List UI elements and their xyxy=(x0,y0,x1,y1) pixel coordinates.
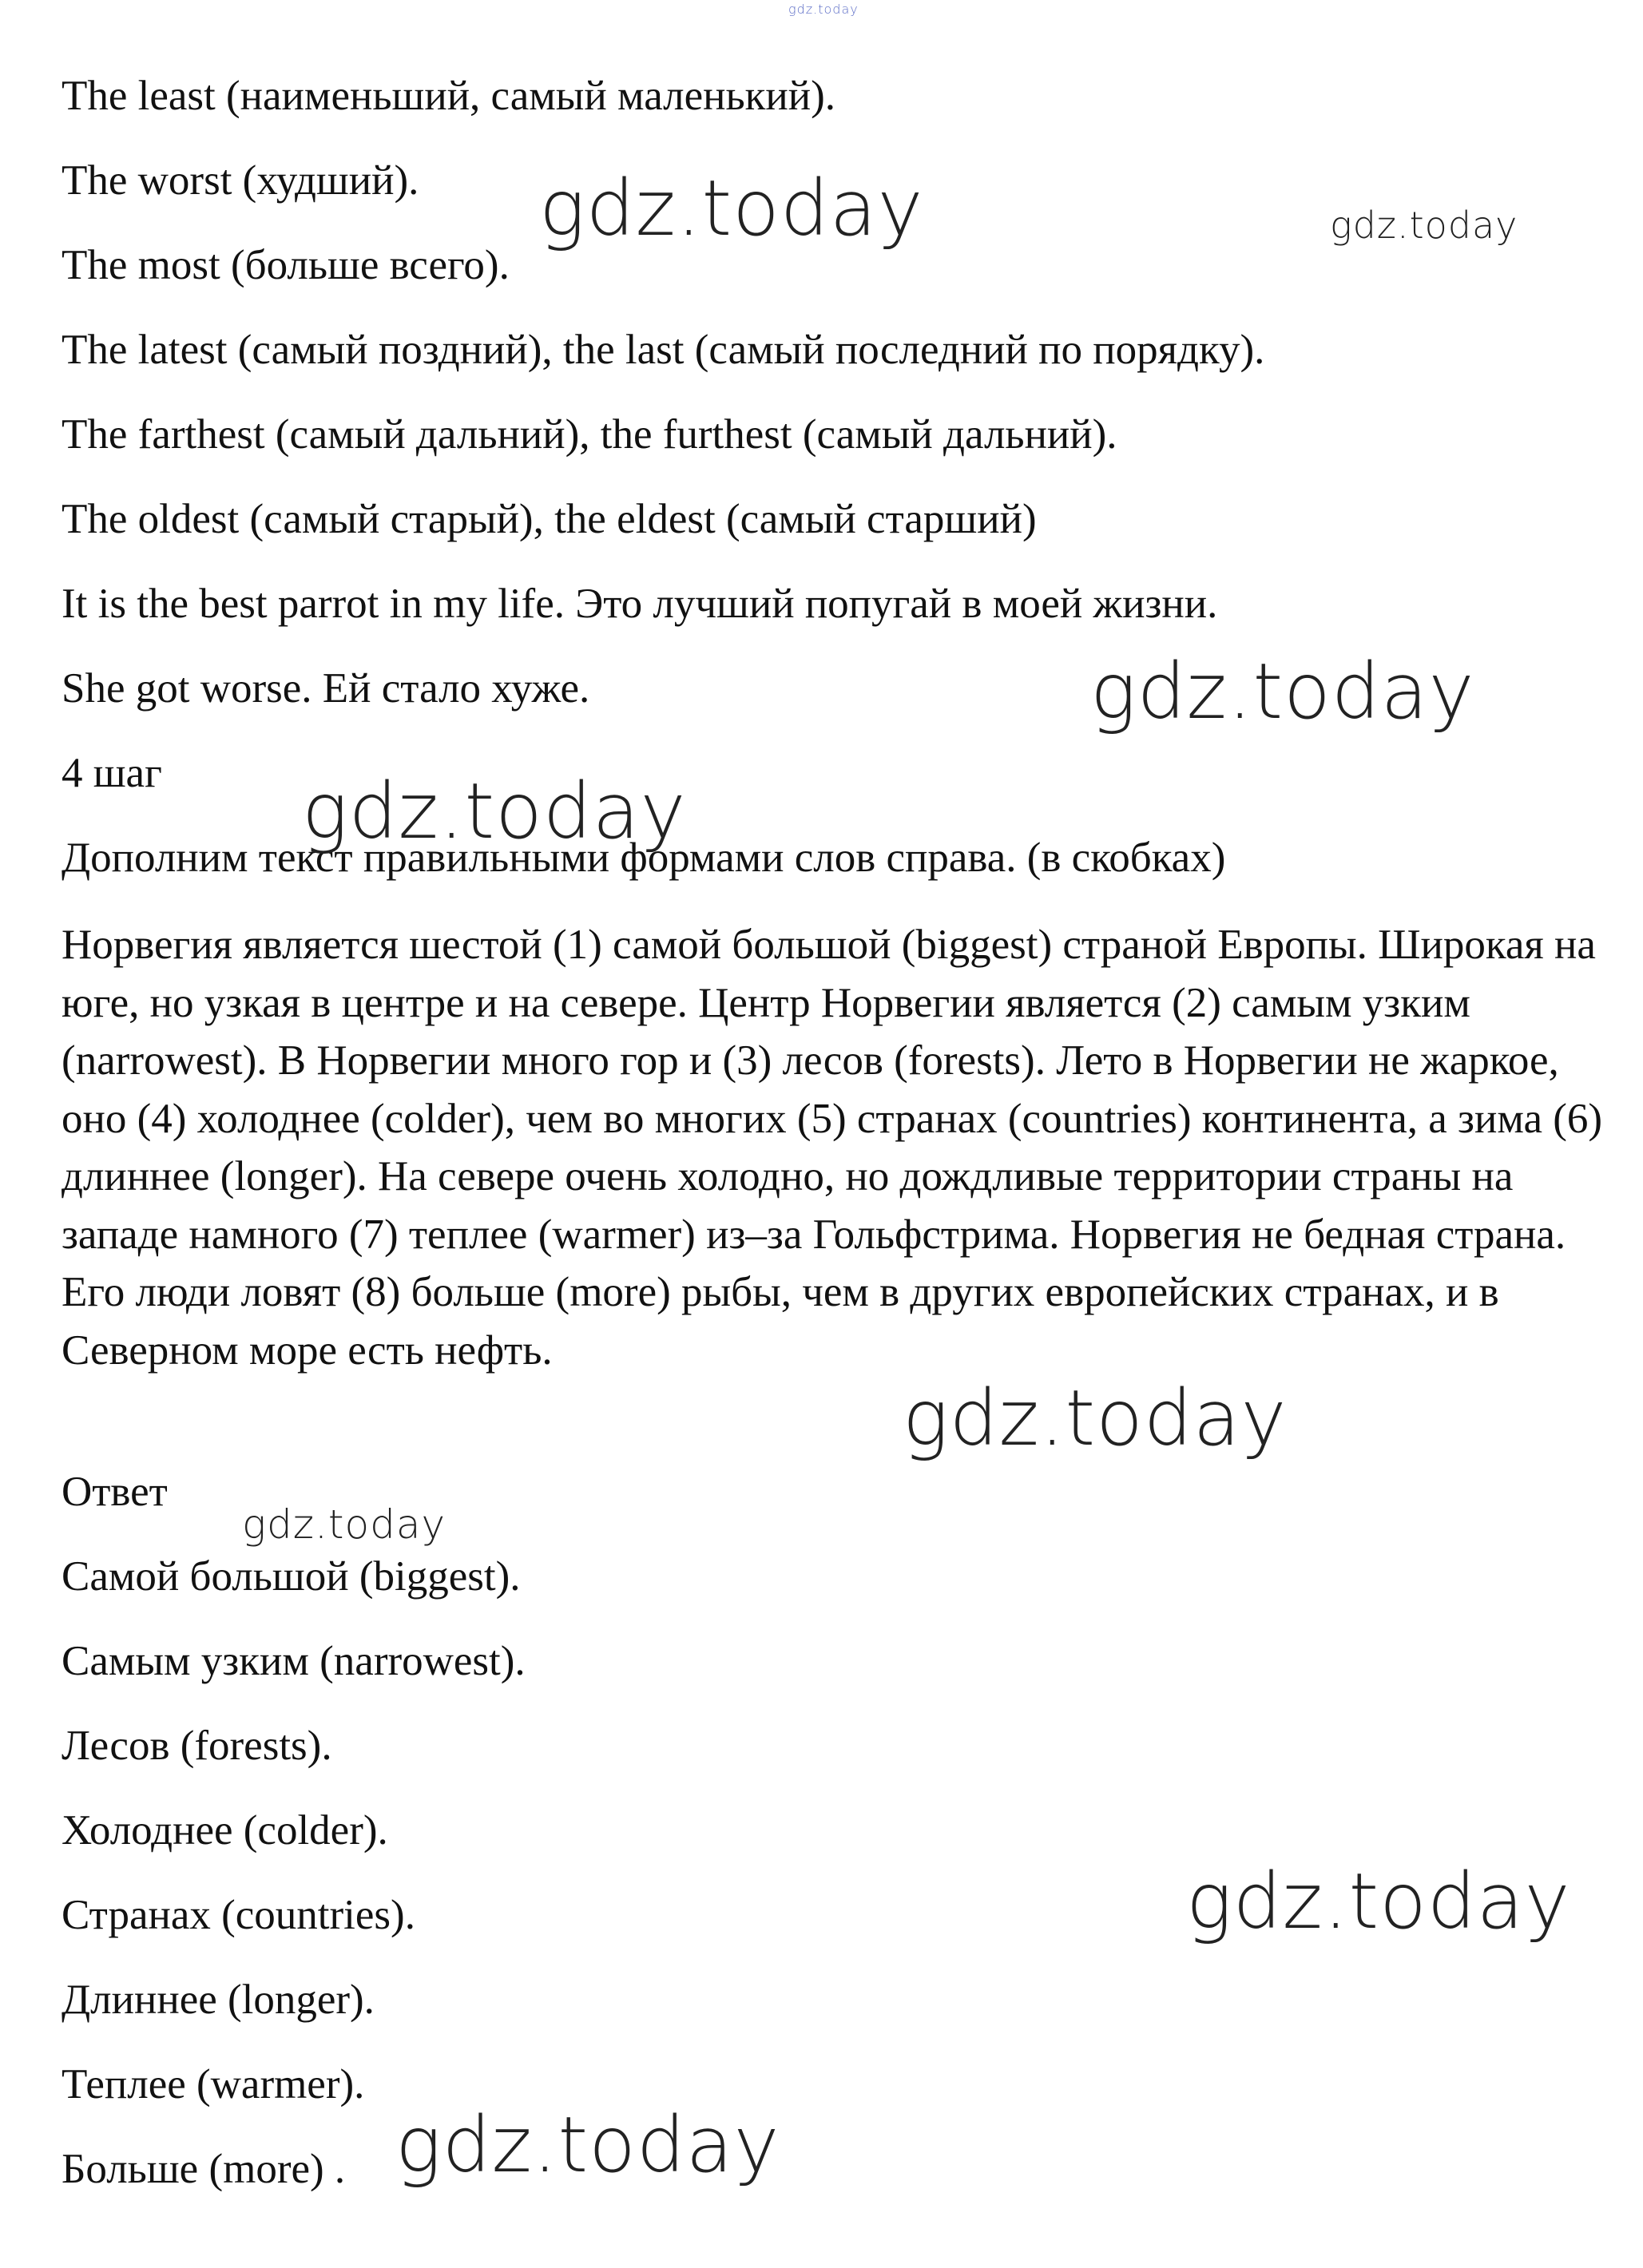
answer-item: Длиннее (longer). xyxy=(62,1977,375,2023)
watermark: gdz.today xyxy=(903,1374,1288,1463)
comparative-line: The farthest (самый дальний), the furthest (самый дальний). xyxy=(62,411,1117,458)
step-title: 4 шаг xyxy=(62,750,162,796)
answer-item: Самой большой (biggest). xyxy=(62,1553,521,1600)
watermark-top: gdz.today xyxy=(788,2,859,17)
comparative-line: The most (больше всего). xyxy=(62,242,510,288)
example-line: She got worse. Ей стало хуже. xyxy=(62,665,590,712)
answer-item: Странах (countries). xyxy=(62,1892,415,1938)
watermark: gdz.today xyxy=(242,1501,446,1548)
answer-item: Самым узким (narrowest). xyxy=(62,1638,526,1684)
watermark: gdz.today xyxy=(1186,1857,1571,1946)
watermark: gdz.today xyxy=(302,767,687,856)
watermark: gdz.today xyxy=(539,164,924,253)
step-instruction: Дополним текст правильными формами слов справа. (в скобках) xyxy=(62,835,1226,881)
comparative-line: The least (наименьший, самый маленький). xyxy=(62,73,836,119)
comparative-line: The oldest (самый старый), the eldest (самый старший) xyxy=(62,496,1037,542)
answer-item: Холоднее (colder). xyxy=(62,1807,388,1854)
example-line: It is the best parrot in my life. Это лучший попугай в моей жизни. xyxy=(62,581,1218,627)
answer-title: Ответ xyxy=(62,1469,168,1515)
watermark: gdz.today xyxy=(1330,204,1518,247)
answer-item: Теплее (warmer). xyxy=(62,2061,365,2107)
answer-item: Больше (more) . xyxy=(62,2146,346,2192)
watermark: gdz.today xyxy=(395,2100,780,2190)
answer-item: Лесов (forests). xyxy=(62,1723,332,1769)
step-paragraph: Норвегия является шестой (1) самой большой (biggest) страной Европы. Широкая на юге, но узкая в центре и на севере. Центр Норвегии является (2) самым узким (narrowest). В Норвегии много гор и (3) лесов (forests). Лето в Норвегии не жаркое, оно (4) холоднее (colder), чем во многих (5) странах (countries) континента, а зима (6) длиннее (longer). На севере очень холодно, но дождливые территории страны на западе намного (7) теплее (warmer) из–за Гольфстрима. Норвегия не бедная страна. Его люди ловят (8) больше (more) рыбы, чем в других европейских странах, и в Северном море есть нефть. xyxy=(62,922,1603,1374)
watermark: gdz.today xyxy=(1090,647,1475,736)
comparative-line: The latest (самый поздний), the last (самый последний по порядку). xyxy=(62,327,1265,373)
comparative-line: The worst (худший). xyxy=(62,157,419,204)
